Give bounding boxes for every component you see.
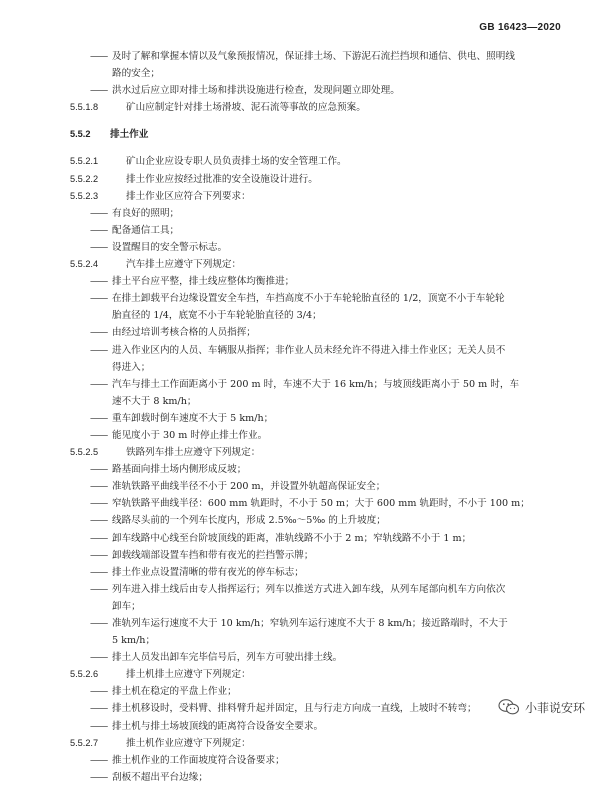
list-item	[70, 683, 570, 700]
list-dash: ——	[90, 583, 108, 595]
list-dash: ——	[90, 771, 108, 783]
list-dash: ——	[90, 652, 108, 664]
list-dash: ——	[90, 429, 108, 441]
list-item-continuation	[70, 359, 570, 376]
clause-text: 5 km/h；	[112, 635, 156, 647]
clause-text: 列车进入排土线后由专人指挥运行；列车以推送方式进入卸车线，从列车尾部向机车方向依次	[112, 583, 506, 595]
clause-text: 排土机在稳定的平盘上作业；	[112, 686, 237, 698]
list-dash: ——	[90, 207, 108, 219]
list-dash: ——	[90, 51, 108, 62]
clause-number: 5.5.2.7	[70, 737, 99, 748]
list-dash: ——	[90, 293, 108, 305]
clause-text: 汽车排土应遵守下列规定：	[126, 259, 242, 271]
clause	[70, 99, 570, 116]
clause-text: 窄轨铁路平曲线半径：600 mm 轨距时，不小于 50 m；大于 600 mm 轨距时，不小于 100 m；	[112, 498, 530, 510]
clause-text: 得进入；	[112, 361, 151, 373]
list-dash: ——	[90, 276, 108, 288]
clause	[70, 666, 570, 683]
list-dash: ——	[90, 703, 108, 715]
list-dash: ——	[90, 412, 108, 424]
document-body	[70, 48, 570, 786]
list-item-continuation	[70, 393, 570, 410]
list-item	[70, 700, 570, 717]
section-heading	[70, 126, 570, 143]
clause-text: 铁路列车排土应遵守下列规定：	[126, 447, 261, 459]
clause-number: 5.5.2.1	[70, 156, 99, 167]
list-item-continuation	[70, 598, 570, 615]
list-item	[70, 581, 570, 598]
clause	[70, 256, 570, 273]
list-item	[70, 530, 570, 547]
list-dash: ——	[90, 378, 108, 390]
clause-text: 排土作业应按经过批准的安全设施设计进行。	[126, 173, 318, 185]
clause-text: 排土作业点设置清晰的带有夜光的停车标志；	[112, 566, 304, 578]
clause-number: 5.5.2.6	[70, 669, 99, 680]
watermark	[498, 698, 585, 716]
clause-text: 在排土卸载平台边缘设置安全车挡，车挡高度不小于车轮轮胎直径的 1/2，顶宽不小于车轮轮	[112, 293, 505, 305]
list-dash: ——	[90, 464, 108, 476]
list-dash: ——	[90, 618, 108, 629]
clause-text: 排土平台应平整，排土线应整体均衡推进；	[112, 276, 295, 288]
clause-number: 5.5.2.3	[70, 190, 99, 201]
section-gap	[70, 116, 570, 126]
list-dash: ——	[90, 327, 108, 339]
list-item-continuation	[70, 65, 570, 82]
clause-number: 5.5.2.4	[70, 259, 99, 270]
list-dash: ——	[90, 224, 108, 236]
clause	[70, 735, 570, 752]
clause-number: 5.5.2.2	[70, 173, 99, 184]
list-item	[70, 615, 570, 632]
clause-text: 配备通信工具；	[112, 224, 180, 236]
clause	[70, 188, 570, 205]
wechat-icon	[498, 698, 520, 716]
list-item	[70, 324, 570, 341]
list-dash: ——	[90, 85, 108, 97]
list-dash: ——	[90, 532, 108, 544]
list-item	[70, 478, 570, 495]
standard-number-header: GB 16423—2020	[479, 22, 561, 33]
list-dash: ——	[90, 566, 108, 578]
list-item	[70, 512, 570, 529]
clause-text: 重车卸载时倒车速度不大于 5 km/h；	[112, 412, 274, 424]
clause-text: 有良好的照明；	[112, 207, 180, 219]
clause-text: 卸车线路中心线至台阶坡顶线的距离，准轨线路不小于 2 m；窄轨线路不小于 1 m；	[112, 532, 472, 544]
list-dash: ——	[90, 720, 108, 732]
list-item	[70, 290, 570, 307]
clause	[70, 171, 570, 188]
list-item	[70, 769, 570, 786]
list-item-continuation	[70, 632, 570, 649]
list-item	[70, 410, 570, 427]
clause-text: 排土人员发出卸车完毕信号后，列车方可驶出排土线。	[112, 652, 343, 664]
clause-text: 卸车；	[112, 600, 141, 612]
list-item	[70, 222, 570, 239]
clause-text: 准轨列车运行速度不大于 10 km/h；窄轨列车运行速度不大于 8 km/h；接近路端时，不大于	[112, 618, 508, 629]
list-item	[70, 273, 570, 290]
list-item	[70, 239, 570, 256]
clause-text: 进入作业区内的人员、车辆服从指挥；非作业人员未经允许不得进入排土作业区；无关人员不	[112, 344, 506, 356]
clause-text: 汽车与排土工作面距离小于 200 m 时，车速不大于 16 km/h；与坡顶线距离小于 50 m 时，车	[112, 378, 520, 390]
watermark-text: 小菲说安环	[524, 700, 585, 715]
clause-text: 及时了解和掌握本情以及气象预报情况，保证排土场、下游泥石流拦挡坝和通信、供电、照明线	[112, 51, 515, 62]
list-item	[70, 342, 570, 359]
clause-text: 推土机作业的工作面坡度符合设备要求；	[112, 754, 285, 766]
list-item	[70, 82, 570, 99]
clause-text: 线路尽头前的一个列车长度内，形成 2.5‰～5‰ 的上升坡度；	[112, 515, 386, 527]
clause-text: 排土机与排土场坡顶线的距离符合设备安全要求。	[112, 720, 324, 732]
list-item-continuation	[70, 307, 570, 324]
clause-text: 由经过培训考核合格的人员指挥；	[112, 327, 256, 339]
clause-text: 刮板不超出平台边缘；	[112, 771, 208, 783]
list-dash: ——	[90, 515, 108, 527]
list-item	[70, 718, 570, 735]
clause-text: 路基面向排土场内侧形成反坡；	[112, 464, 247, 476]
clause	[70, 444, 570, 461]
section-gap	[70, 143, 570, 153]
list-item	[70, 461, 570, 478]
list-item	[70, 495, 570, 512]
clause-number: 5.5.2	[70, 129, 91, 140]
list-item	[70, 752, 570, 769]
clause-text: 能见度小于 30 m 时停止排土作业。	[112, 429, 268, 441]
clause-text: 排土作业	[110, 129, 149, 141]
clause-text: 推土机作业应遵守下列规定：	[126, 737, 251, 749]
list-dash: ——	[90, 549, 108, 561]
list-item	[70, 205, 570, 222]
clause-text: 排土作业区应符合下列要求：	[126, 190, 251, 202]
clause-text: 胎直径的 1/4，底宽不小于车轮轮胎直径的 3/4；	[112, 310, 322, 322]
clause-text: 设置醒目的安全警示标志。	[112, 241, 228, 253]
clause-text: 矿山应制定针对排土场滑坡、泥石流等事故的应急预案。	[126, 102, 366, 114]
clause-number: 5.5.2.5	[70, 447, 99, 458]
clause-text: 速不大于 8 km/h；	[112, 395, 197, 407]
clause-text: 路的安全；	[112, 68, 160, 80]
list-dash: ——	[90, 498, 108, 510]
list-dash: ——	[90, 241, 108, 253]
clause-text: 矿山企业应设专职人员负责排土场的安全管理工作。	[126, 156, 347, 168]
list-item	[70, 649, 570, 666]
list-item	[70, 547, 570, 564]
list-item	[70, 564, 570, 581]
clause-text: 洪水过后应立即对排土场和排洪设施进行检查，发现问题立即处理。	[112, 85, 400, 97]
clause-number: 5.5.1.8	[70, 102, 99, 113]
clause-text: 排土机移设时，受料臂、排料臂升起并固定，且与行走方向成一直线，上坡时不转弯；	[112, 703, 477, 715]
list-item	[70, 427, 570, 444]
list-dash: ——	[90, 481, 108, 493]
clause	[70, 153, 570, 170]
list-dash: ——	[90, 754, 108, 766]
list-dash: ——	[90, 344, 108, 356]
clause-text: 排土机排土应遵守下列规定：	[126, 669, 251, 681]
list-item	[70, 48, 570, 65]
clause-text: 卸载线端部设置车挡和带有夜光的拦挡警示牌；	[112, 549, 314, 561]
list-dash: ——	[90, 686, 108, 698]
list-item	[70, 376, 570, 393]
clause-text: 准轨铁路平曲线半径不小于 200 m，并设置外轨超高保证安全；	[112, 481, 386, 493]
